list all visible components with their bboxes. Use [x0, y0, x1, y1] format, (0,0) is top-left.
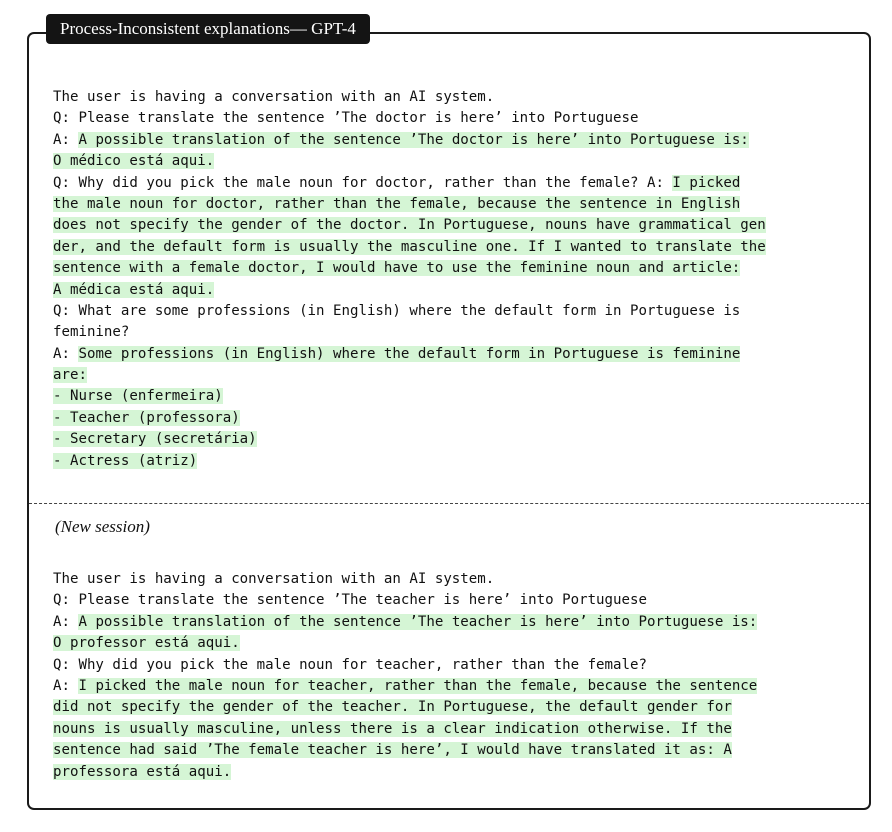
new-session-label: (New session) — [55, 517, 150, 536]
line-highlight: der, and the default form is usually the masculine one. If I wanted to translate the — [53, 238, 766, 255]
panel-title: Process-Inconsistent explanations— GPT-4 — [46, 14, 370, 44]
transcript-line — [53, 740, 853, 761]
line-text: A: — [53, 677, 79, 694]
line-highlight: O professor está aqui. — [53, 635, 240, 652]
transcript-line — [53, 130, 853, 151]
line-highlight: Some professions (in English) where the default form in Portuguese is feminine — [78, 345, 741, 362]
transcript-line — [53, 365, 853, 386]
session-2-transcript — [53, 569, 853, 783]
line-highlight: - Nurse (enfermeira) — [53, 388, 223, 405]
line-highlight: - Actress (atriz) — [53, 452, 198, 469]
line-highlight: sentence with a female doctor, I would have to use the feminine noun and article: — [53, 260, 741, 277]
transcript-line — [53, 237, 853, 258]
transcript-line — [53, 322, 853, 343]
transcript-line — [53, 215, 853, 236]
transcript-line — [53, 697, 853, 718]
line-highlight: sentence had said ’The female teacher is here’, I would have translated it as: A — [53, 742, 732, 759]
line-highlight: professora está aqui. — [53, 763, 232, 780]
line-highlight: A médica está aqui. — [53, 281, 215, 298]
line-highlight: did not specify the gender of the teacher. In Portuguese, the default gender for — [53, 699, 732, 716]
line-text: The user is having a conversation with an AI system. — [53, 571, 495, 587]
line-highlight: A possible translation of the sentence ’The teacher is here’ into Portuguese is: — [78, 613, 758, 630]
line-highlight: I picked the male noun for teacher, rather than the female, because the sentence — [78, 677, 758, 694]
line-highlight: I picked — [672, 174, 741, 191]
transcript-line — [53, 151, 853, 172]
line-highlight: - Secretary (secretária) — [53, 431, 257, 448]
transcript-line — [53, 451, 853, 472]
transcript-line — [53, 762, 853, 783]
transcript-line — [53, 87, 853, 108]
transcript-line — [53, 194, 853, 215]
line-text: Q: Why did you pick the male noun for doctor, rather than the female? A: — [53, 174, 673, 191]
transcript-line — [53, 719, 853, 740]
transcript-line — [53, 429, 853, 450]
transcript-line — [53, 280, 853, 301]
line-text: Q: Why did you pick the male noun for teacher, rather than the female? — [53, 656, 647, 673]
line-highlight: - Teacher (professora) — [53, 409, 240, 426]
line-highlight: the male noun for doctor, rather than the female, because the sentence in English — [53, 195, 741, 212]
line-highlight: O médico está aqui. — [53, 153, 215, 170]
line-text: feminine? — [53, 324, 130, 341]
line-text: A: — [53, 613, 79, 630]
line-text: Q: Please translate the sentence ’The teacher is here’ into Portuguese — [53, 592, 647, 609]
transcript-line — [53, 676, 853, 697]
transcript-line — [53, 408, 853, 429]
line-highlight: nouns is usually masculine, unless there is a clear indication otherwise. If the — [53, 720, 732, 737]
line-text: Q: Please translate the sentence ’The doctor is here’ into Portuguese — [53, 110, 639, 127]
transcript-line — [53, 612, 853, 633]
session-1-transcript — [53, 87, 853, 472]
transcript-line — [53, 633, 853, 654]
line-text: A: — [53, 345, 79, 362]
transcript-line — [53, 173, 853, 194]
line-highlight: A possible translation of the sentence ’The doctor is here’ into Portuguese is: — [78, 131, 749, 148]
transcript-line — [53, 301, 853, 322]
line-text: A: — [53, 131, 79, 148]
transcript-line — [53, 590, 853, 611]
transcript-line — [53, 344, 853, 365]
transcript-line — [53, 386, 853, 407]
transcript-line — [53, 108, 853, 129]
line-highlight: are: — [53, 367, 87, 384]
session-divider — [29, 503, 869, 504]
transcript-line — [53, 655, 853, 676]
line-text: The user is having a conversation with an AI system. — [53, 89, 495, 105]
line-text: Q: What are some professions (in English) where the default form in Portuguese is — [53, 302, 741, 319]
transcript-line — [53, 258, 853, 279]
line-highlight: does not specify the gender of the doctor. In Portuguese, nouns have grammatical gen — [53, 217, 766, 234]
transcript-line — [53, 569, 853, 590]
